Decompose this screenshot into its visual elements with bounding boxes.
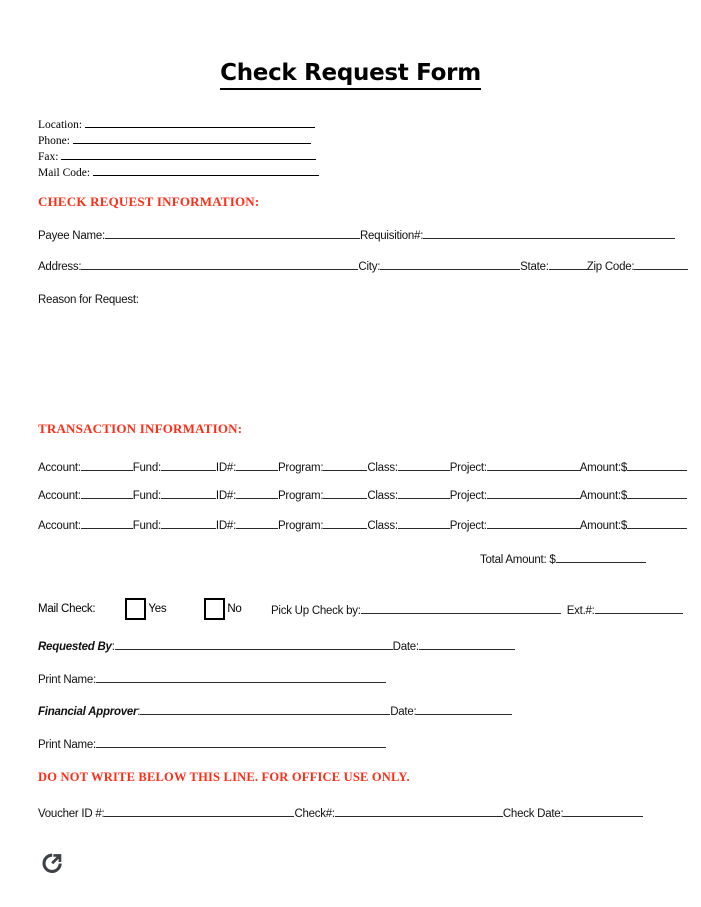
program-input-line[interactable] [323, 489, 367, 499]
mail-code-input-line[interactable] [93, 165, 319, 176]
program-label: Program: [278, 520, 324, 532]
requested-by-input-line[interactable] [115, 640, 393, 650]
print-name-input-line[interactable] [96, 738, 386, 748]
address-input-line[interactable] [81, 260, 358, 270]
voucher-row [38, 807, 643, 820]
check-date-label: Check Date: [502, 808, 564, 820]
pickup-check-by-label: Pick Up Check by: [271, 605, 361, 617]
program-input-line[interactable] [323, 519, 367, 529]
address-label: Address: [38, 261, 82, 273]
requested-by-date-input-line[interactable] [419, 640, 515, 650]
id-input-line[interactable] [236, 461, 278, 471]
account-label: Account: [38, 520, 81, 532]
program-label: Program: [278, 490, 324, 502]
amount-label: Amount:$ [579, 462, 627, 474]
total-amount-row [480, 553, 646, 566]
mail-check-no-checkbox[interactable] [204, 598, 225, 620]
contact-row-fax [38, 149, 358, 165]
location-input-line[interactable] [85, 117, 315, 128]
table-row [38, 461, 687, 474]
print-name-input-line[interactable] [96, 673, 386, 683]
financial-approver-date-label: Date: [390, 706, 417, 718]
account-label: Account: [38, 490, 81, 502]
id-label: ID#: [215, 490, 237, 502]
fund-input-line[interactable] [161, 519, 216, 529]
project-label: Project: [449, 520, 487, 532]
amount-input-line[interactable] [627, 461, 687, 471]
page-title-text: Check Request Form [220, 60, 481, 90]
reason-for-request-label: Reason for Request: [38, 294, 139, 306]
fax-label: Fax: [38, 151, 59, 163]
fax-input-line[interactable] [61, 149, 316, 160]
account-input-line[interactable] [81, 461, 133, 471]
mail-code-label: Mail Code: [38, 167, 91, 179]
account-input-line[interactable] [81, 519, 133, 529]
print-name-label: Print Name: [38, 739, 96, 751]
program-label: Program: [278, 462, 324, 474]
amount-label: Amount:$ [579, 490, 627, 502]
class-label: Class: [367, 520, 398, 532]
payee-name-label: Payee Name: [38, 230, 105, 242]
amount-input-line[interactable] [627, 489, 687, 499]
section-heading-office-use: DO NOT WRITE BELOW THIS LINE. FOR OFFICE USE ONLY. [38, 770, 410, 784]
check-number-input-line[interactable] [335, 807, 503, 817]
address-row [38, 260, 688, 273]
financial-approver-input-line[interactable] [140, 705, 390, 715]
pickup-check-by-input-line[interactable] [361, 604, 561, 614]
class-input-line[interactable] [398, 519, 450, 529]
page-title [0, 60, 701, 86]
class-label: Class: [367, 490, 398, 502]
project-input-line[interactable] [487, 519, 580, 529]
print-name-row-1 [38, 673, 386, 686]
financial-approver-label: Financial Approver [38, 706, 138, 718]
phone-input-line[interactable] [73, 133, 311, 144]
extension-input-line[interactable] [595, 604, 683, 614]
amount-label: Amount:$ [579, 520, 627, 532]
mail-check-label: Mail Check: [38, 603, 96, 615]
contact-row-phone [38, 133, 358, 149]
state-input-line[interactable] [549, 260, 587, 270]
mail-check-yes-label: Yes [148, 603, 167, 615]
voucher-id-input-line[interactable] [104, 807, 294, 817]
requested-by-row: Requested By : Date: [38, 640, 515, 653]
print-name-label: Print Name: [38, 674, 96, 686]
contact-row-mailcode [38, 165, 358, 181]
zip-code-input-line[interactable] [634, 260, 688, 270]
city-input-line[interactable] [380, 260, 520, 270]
mail-check-yes-checkbox[interactable] [125, 598, 146, 620]
extension-label: Ext.#: [566, 605, 595, 617]
payee-row [38, 229, 675, 242]
contact-row-location [38, 117, 358, 133]
fund-input-line[interactable] [161, 489, 216, 499]
reason-row [38, 294, 139, 306]
amount-input-line[interactable] [627, 519, 687, 529]
id-label: ID#: [215, 520, 237, 532]
fund-label: Fund: [132, 490, 161, 502]
zip-code-label: Zip Code: [586, 261, 635, 273]
phone-label: Phone: [38, 135, 70, 147]
check-number-label: Check#: [294, 808, 335, 820]
city-label: City: [358, 261, 381, 273]
id-input-line[interactable] [236, 489, 278, 499]
voucher-id-label: Voucher ID #: [38, 808, 105, 820]
section-heading-transaction: TRANSACTION INFORMATION: [38, 421, 243, 436]
section-heading-check-request: CHECK REQUEST INFORMATION: [38, 194, 260, 209]
requisition-input-line[interactable] [423, 229, 675, 239]
program-input-line[interactable] [323, 461, 367, 471]
class-label: Class: [367, 462, 398, 474]
pickup-row [271, 604, 683, 617]
print-name-row-2 [38, 738, 386, 751]
state-label: State: [520, 261, 549, 273]
requested-by-label: Requested By [38, 641, 112, 653]
class-input-line[interactable] [398, 489, 450, 499]
payee-name-input-line[interactable] [105, 229, 360, 239]
requested-by-date-label: Date: [392, 641, 419, 653]
project-input-line[interactable] [487, 461, 580, 471]
account-input-line[interactable] [81, 489, 133, 499]
mail-check-row [38, 598, 242, 620]
total-amount-label: Total Amount: $ [480, 554, 556, 566]
table-row [38, 519, 687, 532]
financial-approver-date-input-line[interactable] [416, 705, 512, 715]
account-label: Account: [38, 462, 81, 474]
class-input-line[interactable] [398, 461, 450, 471]
fund-label: Fund: [132, 462, 161, 474]
id-label: ID#: [215, 462, 237, 474]
mail-check-no-label: No [227, 603, 242, 615]
table-row [38, 489, 687, 502]
financial-approver-row: Financial Approver : Date: [38, 705, 512, 718]
requisition-label: Requisition#: [359, 230, 424, 242]
total-amount-input-line[interactable] [556, 553, 646, 563]
id-input-line[interactable] [236, 519, 278, 529]
project-label: Project: [449, 462, 487, 474]
location-label: Location: [38, 119, 83, 131]
project-input-line[interactable] [487, 489, 580, 499]
check-date-input-line[interactable] [563, 807, 643, 817]
fund-label: Fund: [132, 520, 161, 532]
external-link-circle-icon[interactable] [40, 851, 64, 875]
project-label: Project: [449, 490, 487, 502]
contact-block [38, 117, 358, 181]
fund-input-line[interactable] [161, 461, 216, 471]
